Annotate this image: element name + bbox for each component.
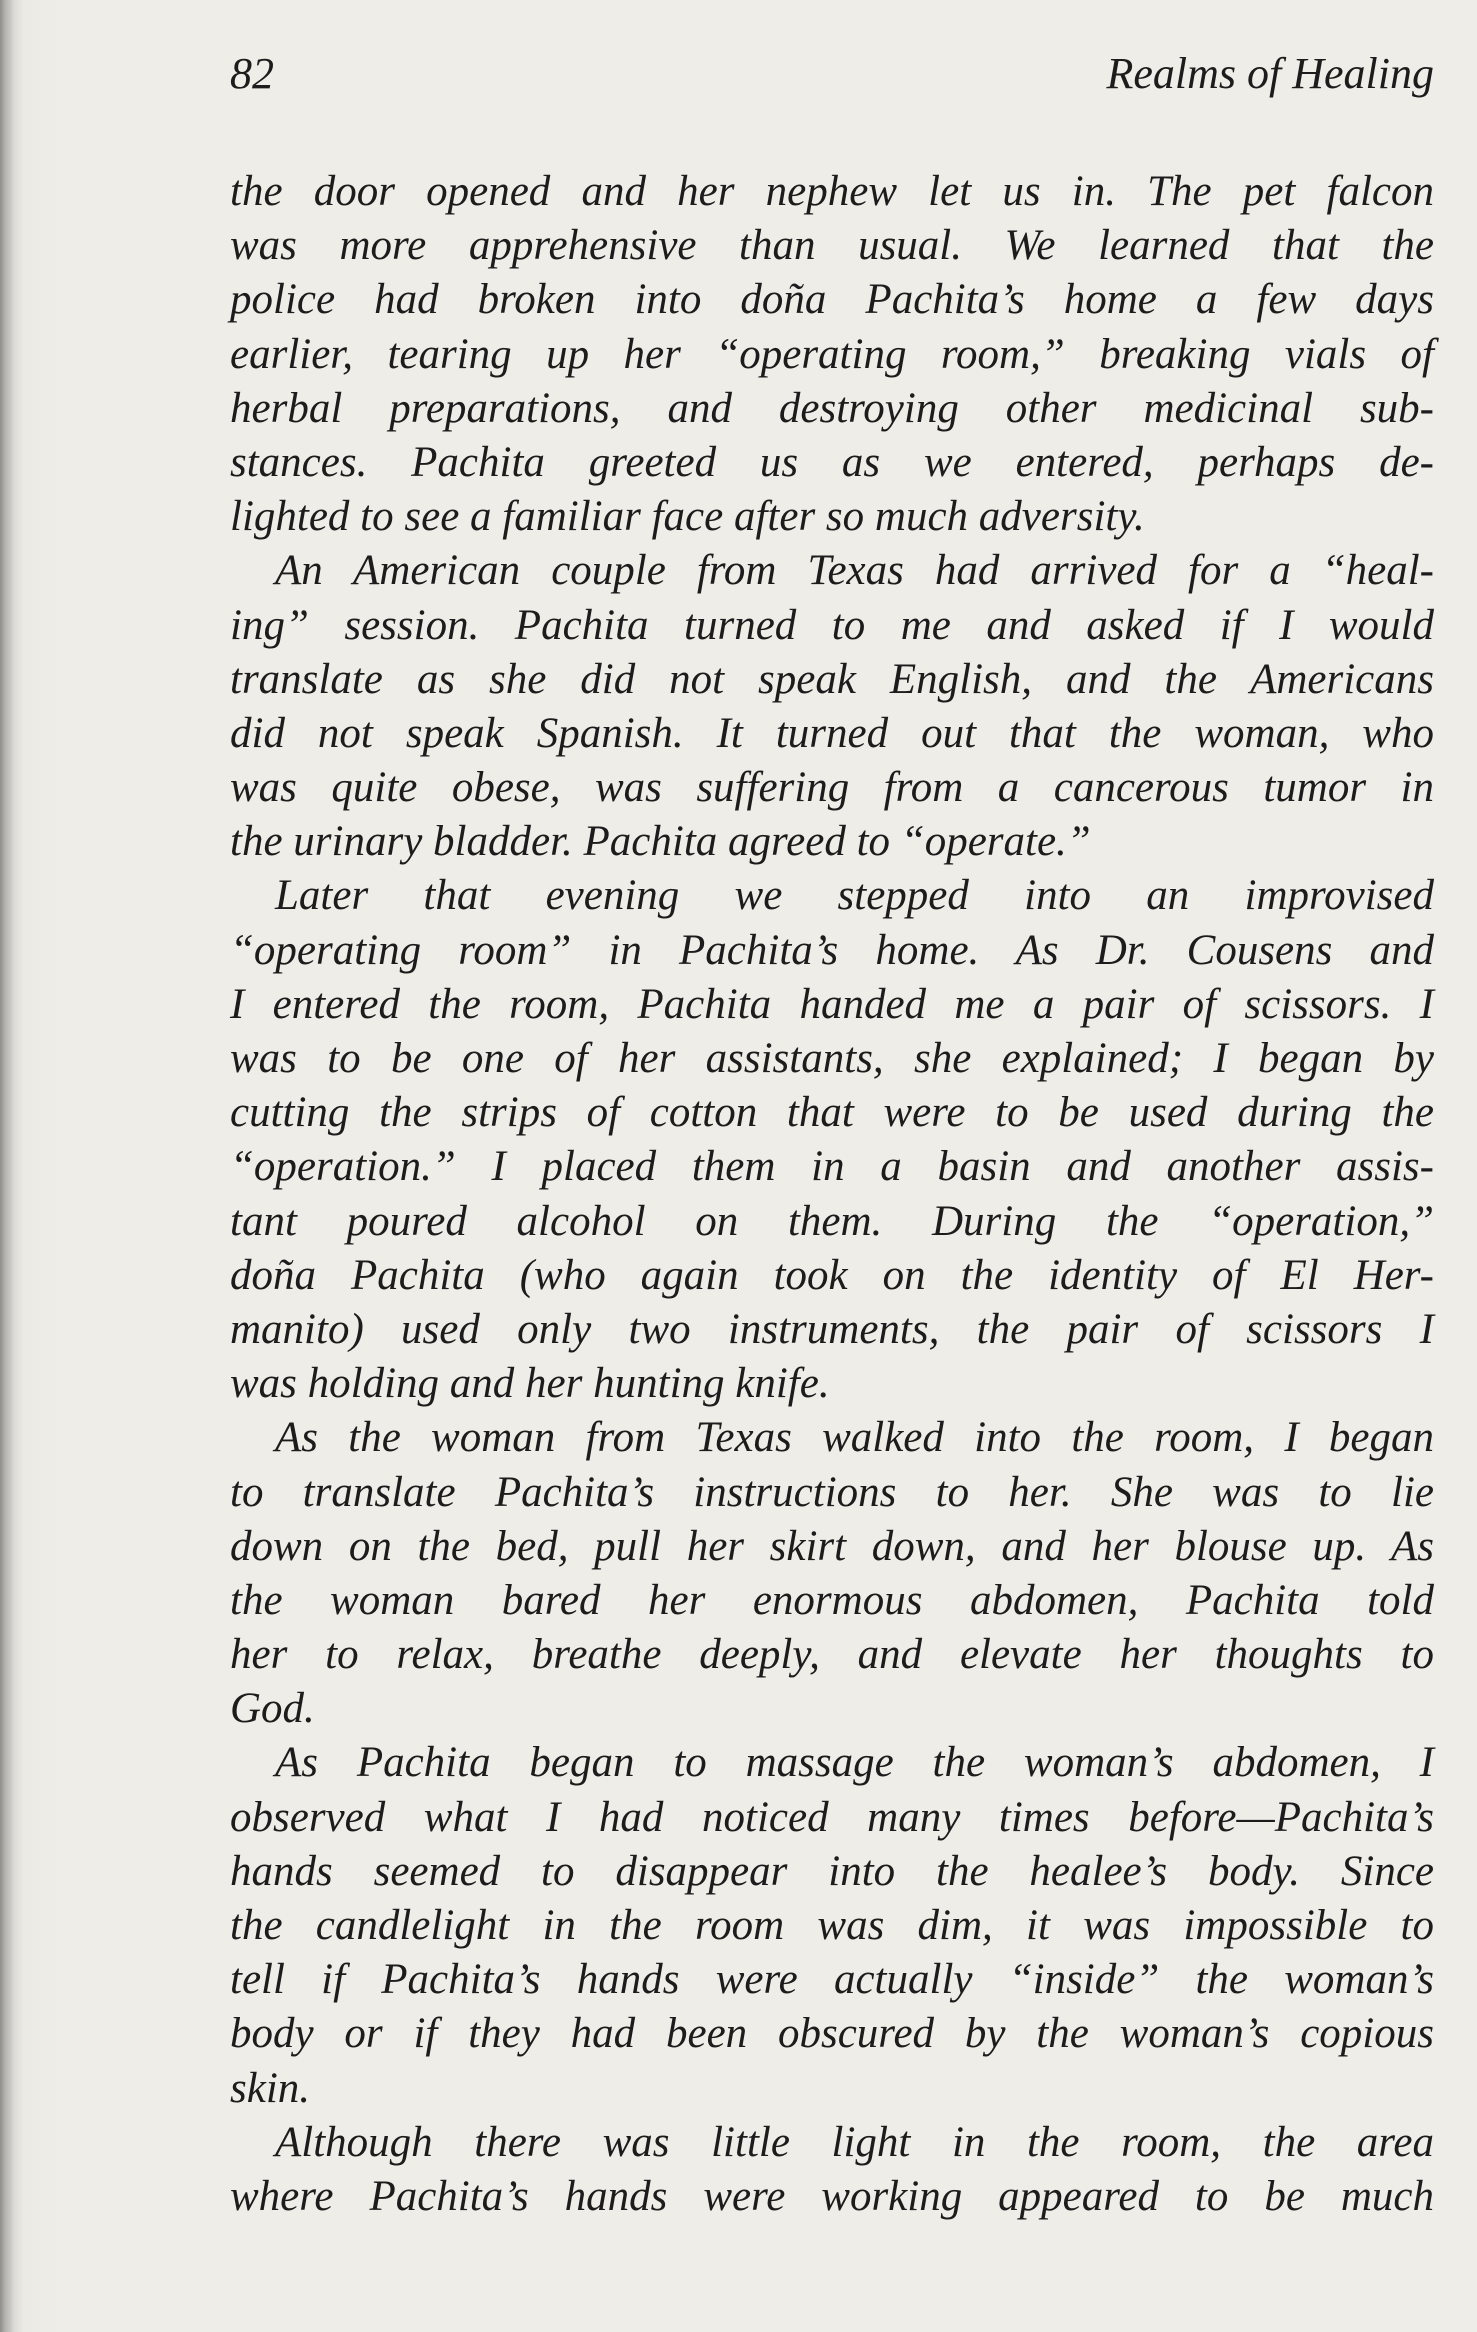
- text-line: observed what I had noticed many times before—Pachita’s: [230, 1793, 1434, 1841]
- text-line: did not speak Spanish. It turned out that the woman, who: [230, 709, 1434, 757]
- text-line: As the woman from Texas walked into the room, I began: [275, 1414, 1434, 1462]
- text-line: the woman bared her enormous abdomen, Pachita told: [230, 1576, 1434, 1624]
- text-line: I entered the room, Pachita handed me a pair of scissors. I: [230, 980, 1434, 1028]
- text-line: “operation.” I placed them in a basin and another assis-: [230, 1143, 1434, 1191]
- text-line: stances. Pachita greeted us as we entered, perhaps de-: [230, 438, 1434, 486]
- text-line: down on the bed, pull her skirt down, and her blouse up. As: [230, 1522, 1434, 1570]
- text-line: tant poured alcohol on them. During the “operation,”: [230, 1197, 1434, 1245]
- text-line: As Pachita began to massage the woman’s abdomen, I: [275, 1739, 1434, 1787]
- text-line: God.: [230, 1685, 315, 1733]
- text-line: herbal preparations, and destroying other medicinal sub-: [230, 384, 1434, 432]
- text-line: the door opened and her nephew let us in. The pet falcon: [230, 168, 1434, 215]
- text-line: Later that evening we stepped into an improvised: [275, 872, 1434, 920]
- text-line: where Pachita’s hands were working appeared to be much: [230, 2172, 1434, 2220]
- text-line: the urinary bladder. Pachita agreed to “operate.”: [230, 818, 1091, 866]
- text-line: was holding and her hunting knife.: [230, 1360, 830, 1408]
- text-line: An American couple from Texas had arrived for a “heal-: [275, 547, 1434, 595]
- text-line: ing” session. Pachita turned to me and asked if I would: [230, 601, 1434, 649]
- text-line: was quite obese, was suffering from a cancerous tumor in: [230, 764, 1434, 812]
- binding-gutter: [0, 0, 14, 2332]
- book-title: Realms of Healing: [1106, 49, 1434, 98]
- text-line: was to be one of her assistants, she explained; I began by: [230, 1035, 1434, 1082]
- text-line: Although there was little light in the room, the area: [275, 2118, 1434, 2166]
- text-line: the candlelight in the room was dim, it was impossible to: [230, 1902, 1434, 1949]
- text-line: tell if Pachita’s hands were actually “inside” the woman’s: [230, 1956, 1434, 2004]
- text-line: earlier, tearing up her “operating room,” breaking vials of: [230, 330, 1434, 378]
- text-line: cutting the strips of cotton that were to be used during the: [230, 1089, 1434, 1137]
- page-number: 82: [230, 49, 274, 98]
- text-line: police had broken into doña Pachita’s home a few days: [230, 276, 1434, 324]
- body-text: [230, 165, 1434, 2224]
- text-line: hands seemed to disappear into the healee’s body. Since: [230, 1847, 1434, 1895]
- text-line: lighted to see a familiar face after so much adversity.: [230, 493, 1145, 541]
- text-line: “operating room” in Pachita’s home. As Dr. Cousens and: [230, 926, 1434, 974]
- running-head: [230, 44, 1434, 104]
- text-line: doña Pachita (who again took on the identity of El Her-: [230, 1251, 1434, 1299]
- text-line: to translate Pachita’s instructions to her. She was to lie: [230, 1468, 1434, 1516]
- text-line: body or if they had been obscured by the woman’s copious: [230, 2010, 1434, 2058]
- text-line: her to relax, breathe deeply, and elevate her thoughts to: [230, 1631, 1434, 1679]
- text-line: translate as she did not speak English, and the Americans: [230, 655, 1434, 703]
- text-line: was more apprehensive than usual. We learned that the: [230, 222, 1434, 270]
- text-line: skin.: [230, 2064, 311, 2112]
- text-line: manito) used only two instruments, the pair of scissors I: [230, 1305, 1434, 1353]
